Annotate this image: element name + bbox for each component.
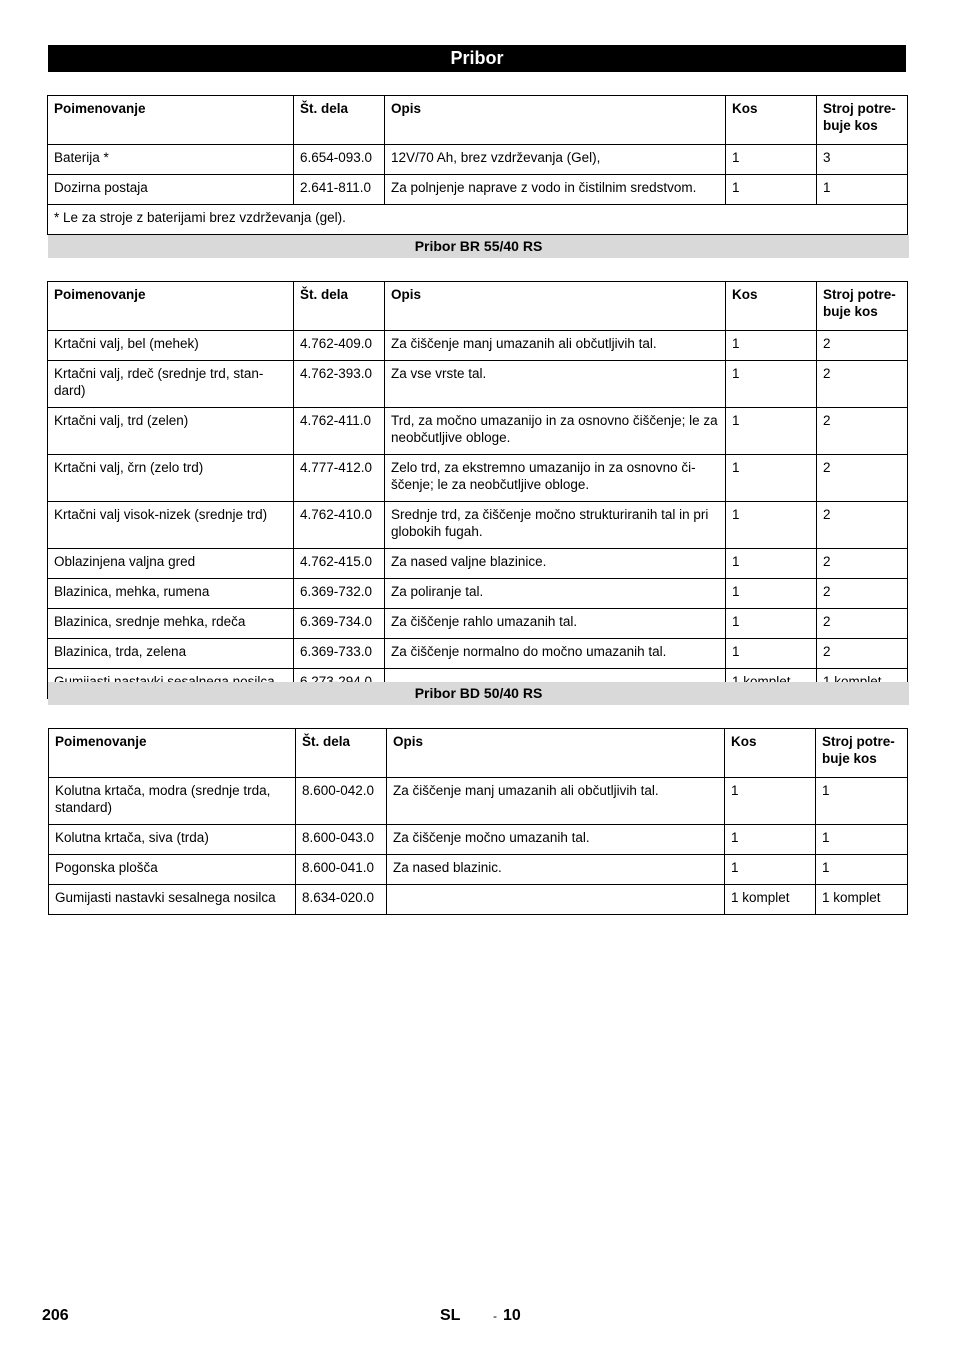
column-header-qty: Kos <box>725 729 816 778</box>
table-row <box>48 502 908 549</box>
table-row <box>48 408 908 455</box>
column-header-desc: Opis <box>387 729 725 778</box>
language-code: SL <box>440 1307 461 1324</box>
cell-part: 8.634-020.0 <box>296 885 387 915</box>
header-row <box>48 96 908 145</box>
column-header-part: Št. dela <box>296 729 387 778</box>
column-header-part: Št. dela <box>294 96 385 145</box>
column-header-machine: Stroj potre-buje kos <box>817 96 908 145</box>
cell-qty: 1 <box>726 331 817 361</box>
cell-part: 6.654-093.0 <box>294 145 385 175</box>
cell-part: 8.600-042.0 <box>296 778 387 825</box>
cell-name: Blazinica, trda, zelena <box>48 639 294 669</box>
cell-desc: 12V/70 Ah, brez vzdrževanja (Gel), <box>385 145 726 175</box>
cell-name: Gumijasti nastavki sesalnega nosilca <box>49 885 296 915</box>
header-row <box>48 282 908 331</box>
table-body <box>49 778 908 915</box>
table-body <box>48 145 908 235</box>
column-header-machine: Stroj potre-buje kos <box>817 282 908 331</box>
column-header-name: Poimenovanje <box>48 282 294 331</box>
accessories-table-bd <box>48 728 908 915</box>
column-header-qty: Kos <box>726 282 817 331</box>
accessories-table-general <box>47 95 908 235</box>
table-row <box>48 455 908 502</box>
cell-machine: 1 komplet <box>816 885 908 915</box>
table-row <box>48 331 908 361</box>
table-body <box>48 331 908 699</box>
cell-machine: 2 <box>817 549 908 579</box>
cell-name: Kolutna krtača, modra (srednje trda, standard) <box>49 778 296 825</box>
cell-name: Krtačni valj visok-nizek (srednje trd) <box>48 502 294 549</box>
column-header-qty: Kos <box>726 96 817 145</box>
table-row <box>48 579 908 609</box>
cell-part: 6.369-732.0 <box>294 579 385 609</box>
cell-name: Krtačni valj, trd (zelen) <box>48 408 294 455</box>
cell-desc: Za čiščenje manj umazanih ali občutljivih tal. <box>387 778 725 825</box>
column-header-desc: Opis <box>385 282 726 331</box>
cell-desc: Srednje trd, za čiščenje močno strukturiranih tal in pri globokih fugah. <box>385 502 726 549</box>
cell-part: 2.641-811.0 <box>294 175 385 205</box>
cell-desc: Za poliranje tal. <box>385 579 726 609</box>
cell-qty: 1 <box>726 455 817 502</box>
cell-name: Krtačni valj, rdeč (srednje trd, stan-dard) <box>48 361 294 408</box>
cell-part: 4.762-415.0 <box>294 549 385 579</box>
cell-machine: 2 <box>817 639 908 669</box>
cell-name: Blazinica, mehka, rumena <box>48 579 294 609</box>
cell-name: Krtačni valj, črn (zelo trd) <box>48 455 294 502</box>
footer-dash: - <box>493 1309 497 1323</box>
cell-qty: 1 komplet <box>725 885 816 915</box>
cell-qty: 1 <box>726 145 817 175</box>
table-header <box>49 729 908 778</box>
column-header-name: Poimenovanje <box>49 729 296 778</box>
table-row <box>49 855 908 885</box>
cell-machine: 1 <box>816 825 908 855</box>
table-row <box>48 175 908 205</box>
table-header <box>48 282 908 331</box>
cell-qty: 1 <box>726 549 817 579</box>
cell-name: Baterija * <box>48 145 294 175</box>
cell-name: Dozirna postaja <box>48 175 294 205</box>
cell-machine: 2 <box>817 361 908 408</box>
column-header-part: Št. dela <box>294 282 385 331</box>
cell-part: 4.762-411.0 <box>294 408 385 455</box>
header-row <box>49 729 908 778</box>
cell-desc: Za nased valjne blazinice. <box>385 549 726 579</box>
cell-machine: 3 <box>817 145 908 175</box>
cell-machine: 1 <box>816 855 908 885</box>
table-header <box>48 96 908 145</box>
section-title-bd: Pribor BD 50/40 RS <box>48 682 909 705</box>
table-row <box>48 549 908 579</box>
cell-name: Oblazinjena valjna gred <box>48 549 294 579</box>
cell-qty: 1 <box>726 609 817 639</box>
footnote-row <box>48 205 908 235</box>
table-row <box>48 361 908 408</box>
column-header-desc: Opis <box>385 96 726 145</box>
cell-qty: 1 <box>725 855 816 885</box>
cell-name: Krtačni valj, bel (mehek) <box>48 331 294 361</box>
cell-qty: 1 <box>726 408 817 455</box>
page-title: Pribor <box>48 45 906 72</box>
cell-desc: Za vse vrste tal. <box>385 361 726 408</box>
cell-part: 8.600-041.0 <box>296 855 387 885</box>
cell-machine: 2 <box>817 579 908 609</box>
table-row <box>49 778 908 825</box>
cell-qty: 1 <box>726 502 817 549</box>
cell-desc: Za čiščenje normalno do močno umazanih tal. <box>385 639 726 669</box>
cell-name: Pogonska plošča <box>49 855 296 885</box>
cell-part: 4.762-393.0 <box>294 361 385 408</box>
cell-desc: Za čiščenje rahlo umazanih tal. <box>385 609 726 639</box>
accessories-table-br <box>47 281 908 699</box>
table-row <box>49 825 908 855</box>
cell-desc: Za nased blazinic. <box>387 855 725 885</box>
column-header-machine: Stroj potre-buje kos <box>816 729 908 778</box>
cell-qty: 1 <box>725 778 816 825</box>
cell-qty: 1 <box>726 639 817 669</box>
cell-name: Kolutna krtača, siva (trda) <box>49 825 296 855</box>
cell-machine: 2 <box>817 502 908 549</box>
cell-qty: 1 <box>726 361 817 408</box>
cell-name: Blazinica, srednje mehka, rdeča <box>48 609 294 639</box>
cell-machine: 1 <box>817 175 908 205</box>
cell-machine: 2 <box>817 609 908 639</box>
table-row <box>48 145 908 175</box>
cell-part: 4.777-412.0 <box>294 455 385 502</box>
table-row <box>48 609 908 639</box>
cell-part: 6.369-734.0 <box>294 609 385 639</box>
table-row <box>48 639 908 669</box>
cell-machine: 2 <box>817 408 908 455</box>
table-row <box>49 885 908 915</box>
cell-part: 4.762-410.0 <box>294 502 385 549</box>
cell-qty: 1 <box>725 825 816 855</box>
cell-machine: 1 <box>816 778 908 825</box>
sub-page-number: 10 <box>503 1307 521 1324</box>
column-header-name: Poimenovanje <box>48 96 294 145</box>
cell-machine: 2 <box>817 331 908 361</box>
section-title-br: Pribor BR 55/40 RS <box>48 235 909 258</box>
cell-part: 4.762-409.0 <box>294 331 385 361</box>
cell-desc: Za čiščenje močno umazanih tal. <box>387 825 725 855</box>
cell-desc: Trd, za močno umazanijo in za osnovno čiščenje; le za neobčutljive obloge. <box>385 408 726 455</box>
page-number: 206 <box>42 1307 69 1324</box>
cell-machine: 2 <box>817 455 908 502</box>
cell-part: 6.369-733.0 <box>294 639 385 669</box>
cell-desc: Za polnjenje naprave z vodo in čistilnim sredstvom. <box>385 175 726 205</box>
footnote: * Le za stroje z baterijami brez vzdrževanja (gel). <box>48 205 908 235</box>
cell-qty: 1 <box>726 175 817 205</box>
cell-desc: Za čiščenje manj umazanih ali občutljivih tal. <box>385 331 726 361</box>
cell-qty: 1 <box>726 579 817 609</box>
cell-desc: Zelo trd, za ekstremno umazanijo in za osnovno či-ščenje; le za neobčutljive obloge. <box>385 455 726 502</box>
cell-desc <box>387 885 725 915</box>
cell-part: 8.600-043.0 <box>296 825 387 855</box>
